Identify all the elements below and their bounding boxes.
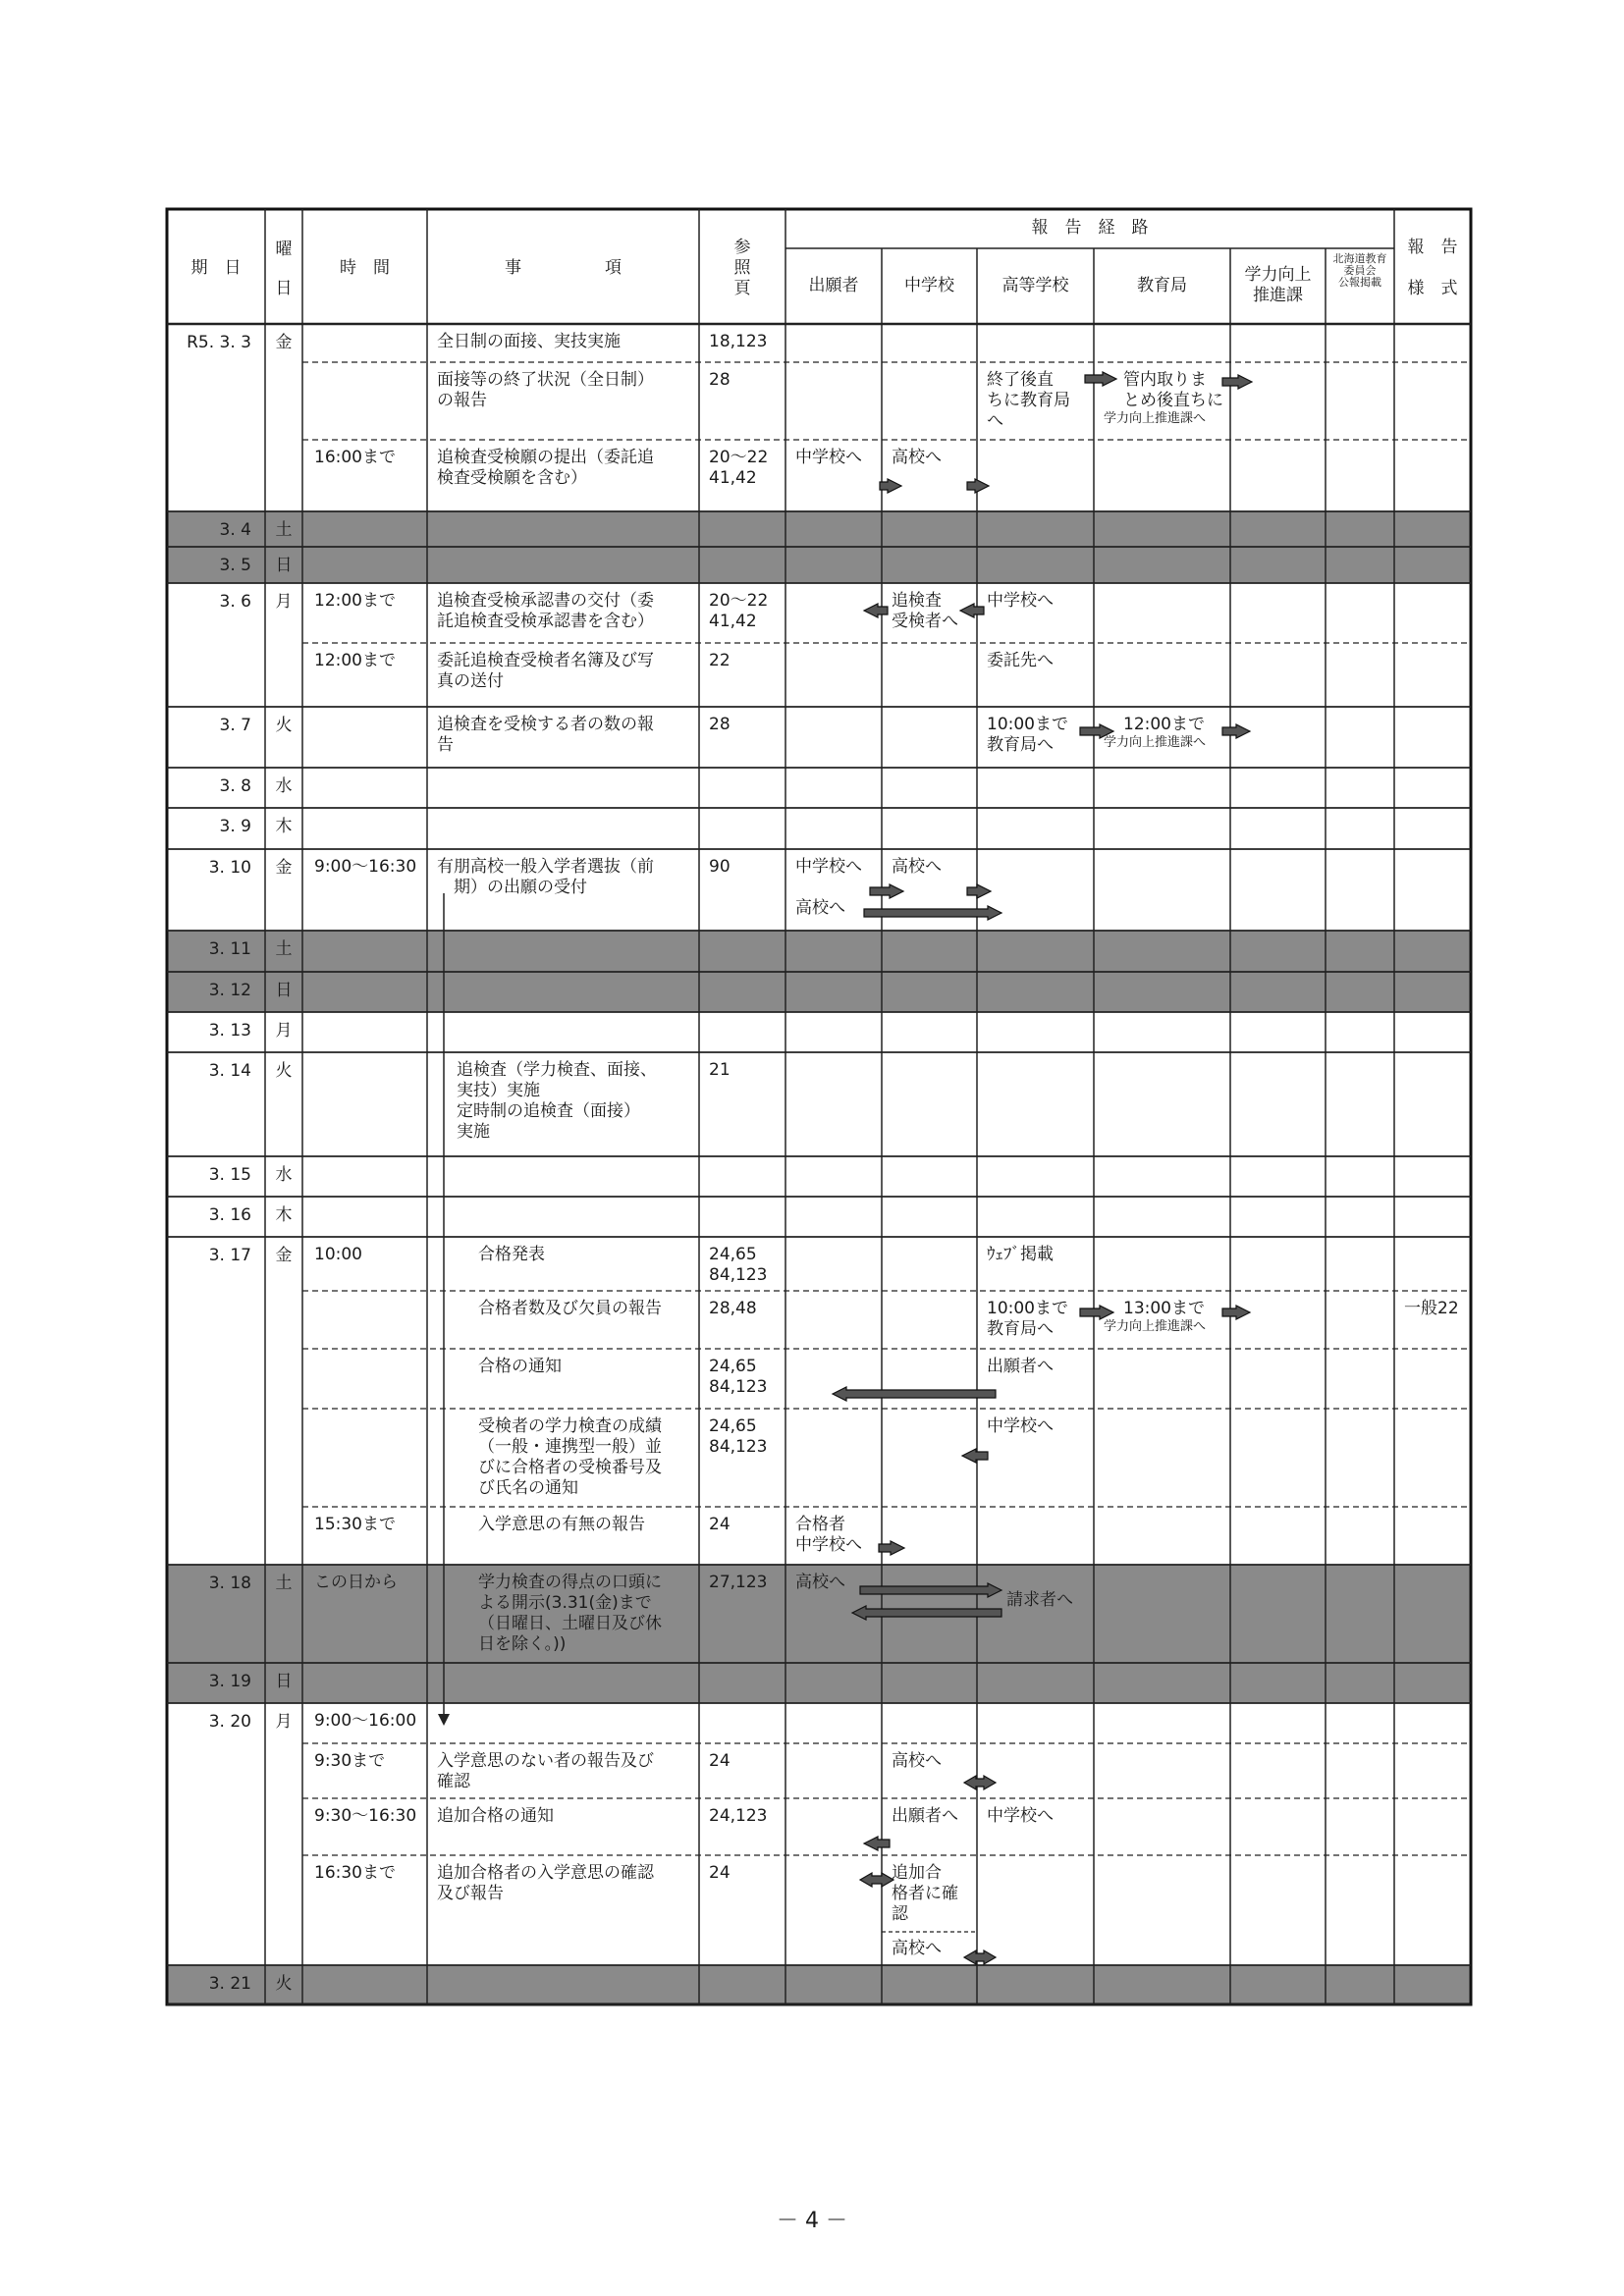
entry-time: 16:00まで <box>314 448 396 467</box>
entry-ref: 27,123 <box>709 1573 768 1592</box>
shaded-row <box>167 511 1471 547</box>
route-hs: 10:00まで 教育局へ <box>987 1299 1068 1339</box>
entry-item: 全日制の面接、実技実施 <box>437 332 621 351</box>
entry-item: 有朋高校一般入学者選抜（前 期）の出願の受付 <box>437 857 654 897</box>
shaded-row <box>167 547 1471 583</box>
row-date: 3. 11 <box>208 939 251 959</box>
arrow-right-icon <box>880 479 901 493</box>
row-date: 3. 10 <box>208 858 251 878</box>
entry-time: この日から <box>314 1573 398 1592</box>
row-date: 3. 6 <box>219 592 251 612</box>
route-hs: 中学校へ <box>987 591 1054 611</box>
entry-item: 追検査（学力検査、面接、 実技）実施 定時制の追検査（面接） 実施 <box>457 1060 657 1142</box>
arrow-right-icon <box>967 884 991 898</box>
route-hs: 10:00まで 教育局へ <box>987 715 1068 755</box>
entry-time: 10:00 <box>314 1245 362 1264</box>
entry-ref: 24 <box>709 1751 731 1771</box>
row-date: 3. 17 <box>208 1246 251 1265</box>
entry-item: 委託追検査受検者名簿及び写 真の送付 <box>437 651 654 691</box>
header-form: 報 告 様 式 <box>1407 238 1458 298</box>
route-jhs: 高校へ <box>892 1939 942 1958</box>
entry-ref: 21 <box>709 1060 731 1080</box>
entry-item: 合格の通知 <box>478 1357 562 1376</box>
row-date: 3. 16 <box>208 1205 251 1225</box>
entry-item: 入学意思の有無の報告 <box>478 1515 645 1534</box>
arrow-right-icon <box>879 1541 904 1555</box>
arrow-left-icon <box>864 1837 890 1850</box>
entry-ref: 24 <box>709 1515 731 1534</box>
row-date: R5. 3. 3 <box>187 333 251 352</box>
row-dow: 火 <box>275 1974 293 1994</box>
entry-time: 12:00まで <box>314 591 396 611</box>
arrow-both-icon <box>964 1950 996 1964</box>
row-date: 3. 20 <box>208 1712 251 1732</box>
entry-item: 合格発表 <box>478 1245 545 1264</box>
arrow-right-icon <box>1222 375 1252 389</box>
row-dow: 月 <box>275 1021 293 1041</box>
route-bureau-note: 学力向上推進課へ <box>1104 735 1207 750</box>
entry-item: 合格者数及び欠員の報告 <box>478 1299 662 1318</box>
entry-ref: 22 <box>709 651 731 670</box>
arrow-right-icon <box>870 884 903 898</box>
arrow-right-icon <box>1080 1306 1113 1319</box>
route-hs: 委託先へ <box>987 651 1054 670</box>
row-date: 3. 9 <box>219 817 251 836</box>
row-date: 3. 13 <box>208 1021 251 1041</box>
entry-item: 追検査を受検する者の数の報 告 <box>437 715 654 755</box>
arrow-right-icon <box>1085 372 1116 386</box>
entry-ref: 24,123 <box>709 1806 768 1826</box>
route-jhs: 出願者へ <box>892 1806 958 1826</box>
row-dow: 金 <box>275 858 293 878</box>
route-hs: 終了後直 ちに教育局 へ <box>987 370 1070 431</box>
row-dow: 金 <box>275 1246 293 1265</box>
header-route-col: 教育局 <box>1137 276 1187 295</box>
entry-ref: 20～22 41,42 <box>709 448 769 488</box>
row-dow: 水 <box>275 1165 293 1185</box>
route-bureau-note: 学力向上推進課へ <box>1104 411 1207 426</box>
entry-time: 16:30まで <box>314 1863 396 1883</box>
row-date: 3. 18 <box>208 1574 251 1593</box>
entry-item: 追加合格の通知 <box>437 1806 554 1826</box>
header-route: 報 告 経 路 <box>1031 218 1149 238</box>
arrow-right-icon <box>1222 724 1250 738</box>
row-dow: 金 <box>275 333 293 352</box>
row-date: 3. 21 <box>208 1974 251 1994</box>
route-hs: 中学校へ <box>987 1416 1054 1436</box>
header-dow: 曜 <box>275 240 293 259</box>
entry-time: 15:30まで <box>314 1515 396 1534</box>
shaded-row <box>167 1965 1471 2004</box>
entry-time: 9:00～16:00 <box>314 1711 417 1731</box>
row-dow: 水 <box>275 776 293 796</box>
arrow-right-icon <box>864 906 1001 920</box>
header-route-col: 北海道教育 委員会 公報掲載 <box>1332 252 1387 289</box>
header-date: 期 日 <box>190 258 242 278</box>
arrow-both-icon <box>964 1776 996 1789</box>
arrow-both-icon <box>860 1873 893 1887</box>
header-item: 事 項 <box>505 258 622 278</box>
route-hs: 出願者へ <box>987 1357 1054 1376</box>
header-route-col: 中学校 <box>904 276 954 295</box>
row-date: 3. 12 <box>208 981 251 1000</box>
route-hs: 中学校へ <box>987 1806 1054 1826</box>
row-dow: 土 <box>275 1574 293 1593</box>
entry-ref: 24,65 84,123 <box>709 1245 768 1285</box>
entry-time: 9:00～16:30 <box>314 857 417 877</box>
row-dow: 日 <box>275 981 293 1000</box>
entry-ref: 28 <box>709 715 731 734</box>
entry-item: 追検査受検承認書の交付（委 託追検査受検承認書を含む） <box>437 591 654 631</box>
row-dow: 月 <box>275 592 293 612</box>
entry-time: 9:30まで <box>314 1751 386 1771</box>
entry-item: 入学意思のない者の報告及び 確認 <box>437 1751 654 1791</box>
route-jhs: 追加合 格者に確 認 <box>892 1863 958 1924</box>
row-dow: 日 <box>275 1672 293 1691</box>
route-jhs: 高校へ <box>892 448 942 467</box>
route-bureau-note: 学力向上推進課へ <box>1104 1319 1207 1334</box>
row-dow: 木 <box>275 1205 293 1225</box>
row-dow: 火 <box>275 1061 293 1081</box>
entry-ref: 24 <box>709 1863 731 1883</box>
header-time: 時 間 <box>340 258 390 278</box>
route-bureau: 13:00まで <box>1123 1299 1205 1318</box>
shaded-row <box>167 1663 1471 1703</box>
row-date: 3. 15 <box>208 1165 251 1185</box>
route-applicant: 中学校へ <box>795 448 862 467</box>
page-number: － 4 － <box>777 2209 847 2233</box>
arrow-left-icon <box>960 604 984 617</box>
entry-form: 一般22 <box>1404 1299 1459 1318</box>
header-ref: 参 照 頁 <box>733 238 751 298</box>
entry-item: 追加合格者の入学意思の確認 及び報告 <box>437 1863 654 1903</box>
route-jhs: 高校へ <box>892 857 942 877</box>
entry-item: 追検査受検願の提出（委託追 検査受検願を含む） <box>437 448 654 488</box>
row-date: 3. 5 <box>219 556 251 575</box>
entry-time: 12:00まで <box>314 651 396 670</box>
route-hs: 請求者へ <box>1006 1590 1073 1610</box>
row-dow: 月 <box>275 1712 293 1732</box>
entry-ref: 24,65 84,123 <box>709 1416 768 1457</box>
route-bureau: 12:00まで <box>1123 715 1205 734</box>
shaded-row <box>167 931 1471 972</box>
row-dow: 日 <box>275 556 293 575</box>
row-dow: 木 <box>275 817 293 836</box>
arrow-right-icon <box>967 479 989 493</box>
row-dow: 火 <box>275 716 293 735</box>
row-dow: 土 <box>275 520 293 540</box>
arrow-right-icon <box>1222 1306 1250 1319</box>
entry-ref: 24,65 84,123 <box>709 1357 768 1397</box>
row-date: 3. 4 <box>219 520 251 540</box>
arrow-left-icon <box>833 1387 996 1401</box>
row-date: 3. 19 <box>208 1672 251 1691</box>
header-dow: 日 <box>275 279 293 298</box>
route-applicant: 中学校へ 高校へ <box>795 857 862 918</box>
entry-item: 受検者の学力検査の成績 （一般・連携型一般）並 びに合格者の受検番号及 び氏名の通知 <box>478 1416 662 1498</box>
header-route-col: 高等学校 <box>1001 276 1069 295</box>
route-jhs: 追検査 受検者へ <box>892 591 958 631</box>
entry-ref: 28,48 <box>709 1299 757 1318</box>
entry-item: 学力検査の得点の口頭に よる開示(3.31(金)まで （日曜日、土曜日及び休 日を除く。)) <box>478 1573 662 1654</box>
arrow-left-icon <box>864 604 888 617</box>
header-route-col: 出願者 <box>808 276 859 295</box>
shaded-row <box>167 972 1471 1012</box>
arrow-left-icon <box>962 1449 988 1463</box>
route-applicant: 合格者 中学校へ <box>795 1515 862 1555</box>
entry-time: 9:30～16:30 <box>314 1806 417 1826</box>
route-bureau: 管内取りま とめ後直ちに <box>1123 370 1223 410</box>
row-date: 3. 7 <box>219 716 251 735</box>
row-date: 3. 14 <box>208 1061 251 1081</box>
entry-ref: 90 <box>709 857 731 877</box>
entry-ref: 18,123 <box>709 332 768 351</box>
header-route-col: 学力向上 推進課 <box>1244 265 1312 305</box>
row-dow: 土 <box>275 939 293 959</box>
entry-ref: 28 <box>709 370 731 390</box>
entry-item: 面接等の終了状況（全日制） の報告 <box>437 370 654 410</box>
route-hs: ｳｪﾌﾞ掲載 <box>987 1245 1054 1264</box>
arrow-down-icon <box>438 1714 450 1726</box>
route-jhs: 高校へ <box>892 1751 942 1771</box>
row-date: 3. 8 <box>219 776 251 796</box>
table-frame <box>167 209 1471 2004</box>
route-applicant: 高校へ <box>795 1573 845 1592</box>
entry-ref: 20～22 41,42 <box>709 591 769 631</box>
